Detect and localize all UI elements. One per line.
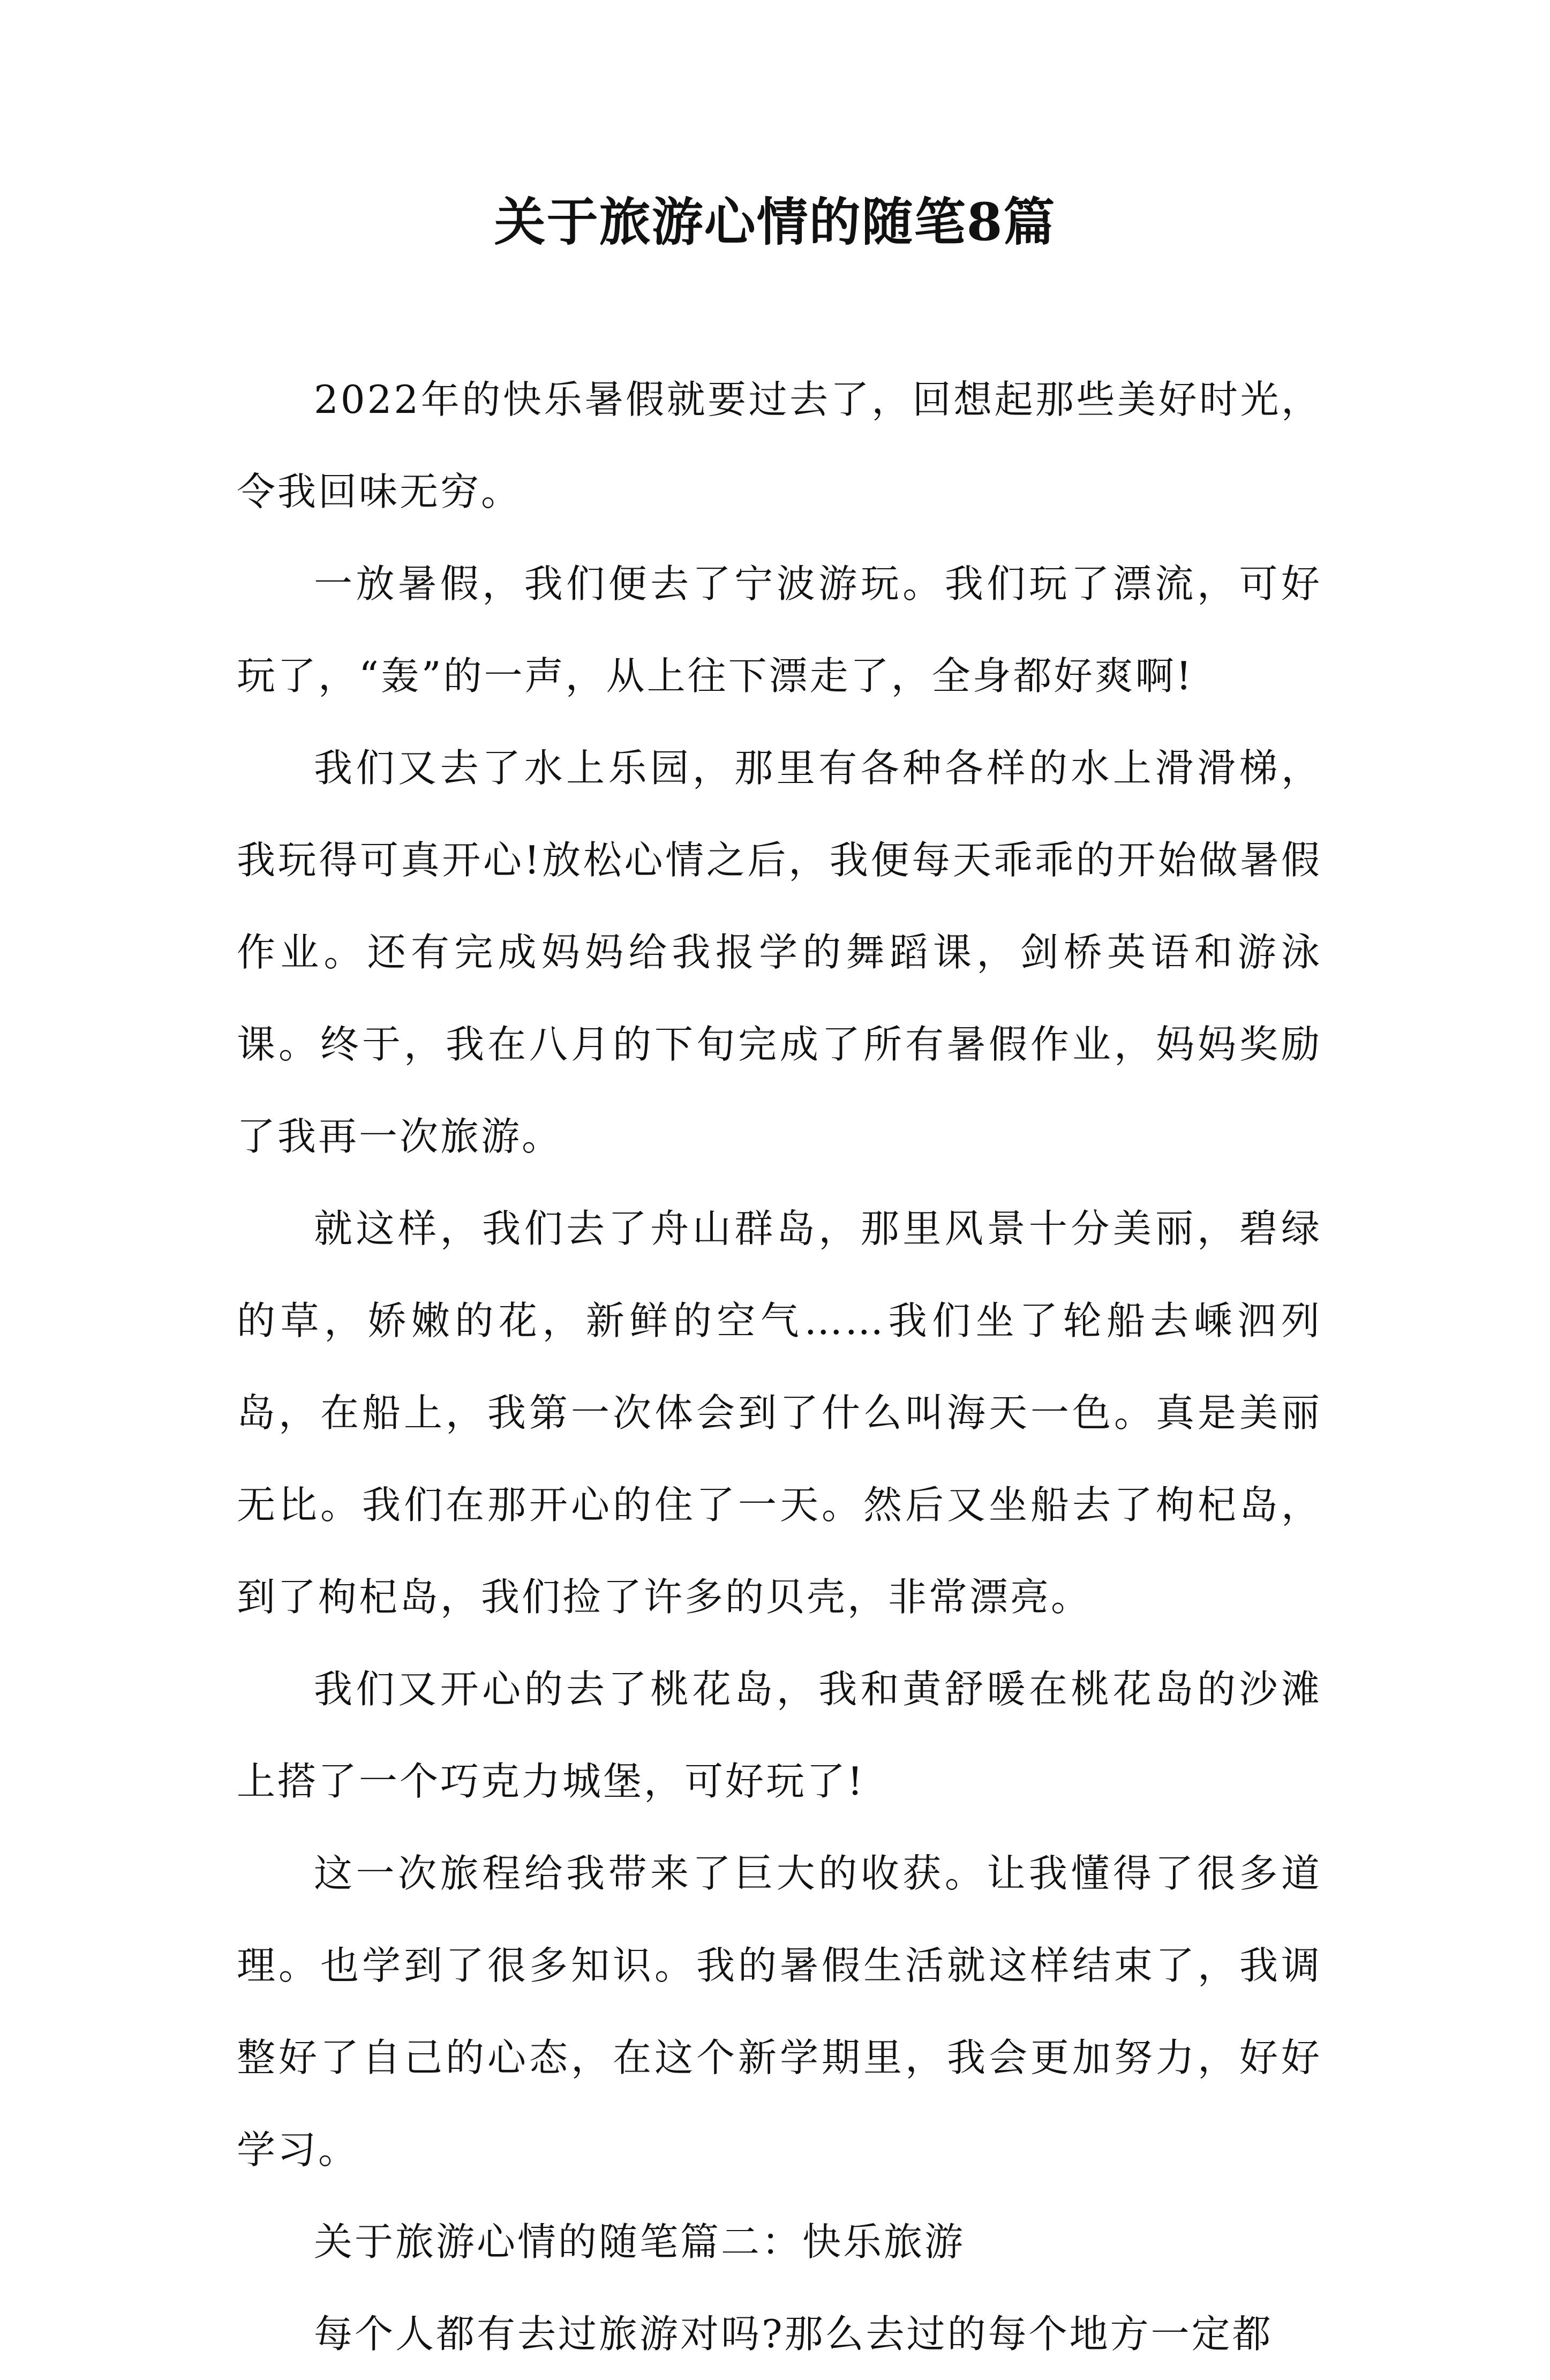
document-title: 关于旅游心情的随笔8篇 <box>494 192 1056 252</box>
document-body <box>237 353 1322 2380</box>
paragraph-7: 每个人都有去过旅游对吗?那么去过的每个地方一定都 <box>314 2311 1273 2356</box>
paragraph-1: 2022年的快乐暑假就要过去了，回想起那些美好时光，令我回味无穷。 <box>237 377 1322 514</box>
paragraph-4: 就这样，我们去了舟山群岛，那里风景十分美丽，碧绿的草，娇嫩的花，新鲜的空气……我们坐了轮船去嵊泗列岛，在船上，我第一次体会到了什么叫海天一色。真是美丽无比。我们在那开心的住了一天。然后又坐船去了枸杞岛，到了枸杞岛，我们捡了许多的贝壳，非常漂亮。 <box>237 1206 1322 1620</box>
section-heading-2: 关于旅游心情的随笔篇二：快乐旅游 <box>314 2219 966 2264</box>
paragraph-5: 我们又开心的去了桃花岛，我和黄舒暖在桃花岛的沙滩上搭了一个巧克力城堡，可好玩了! <box>237 1667 1322 1804</box>
paragraph-3: 我们又去了水上乐园，那里有各种各样的水上滑滑梯，我玩得可真开心!放松心情之后，我便每天乖乖的开始做暑假作业。还有完成妈妈给我报学的舞蹈课，剑桥英语和游泳课。终于，我在八月的下旬完成了所有暑假作业，妈妈奖励了我再一次旅游。 <box>237 745 1322 1159</box>
paragraph-2: 一放暑假，我们便去了宁波游玩。我们玩了漂流，可好玩了，“轰”的一声，从上往下漂走了，全身都好爽啊! <box>237 561 1322 698</box>
paragraph-6: 这一次旅程给我带来了巨大的收获。让我懂得了很多道理。也学到了很多知识。我的暑假生活就这样结束了，我调整好了自己的心态，在这个新学期里，我会更加努力，好好学习。 <box>237 1851 1322 2172</box>
